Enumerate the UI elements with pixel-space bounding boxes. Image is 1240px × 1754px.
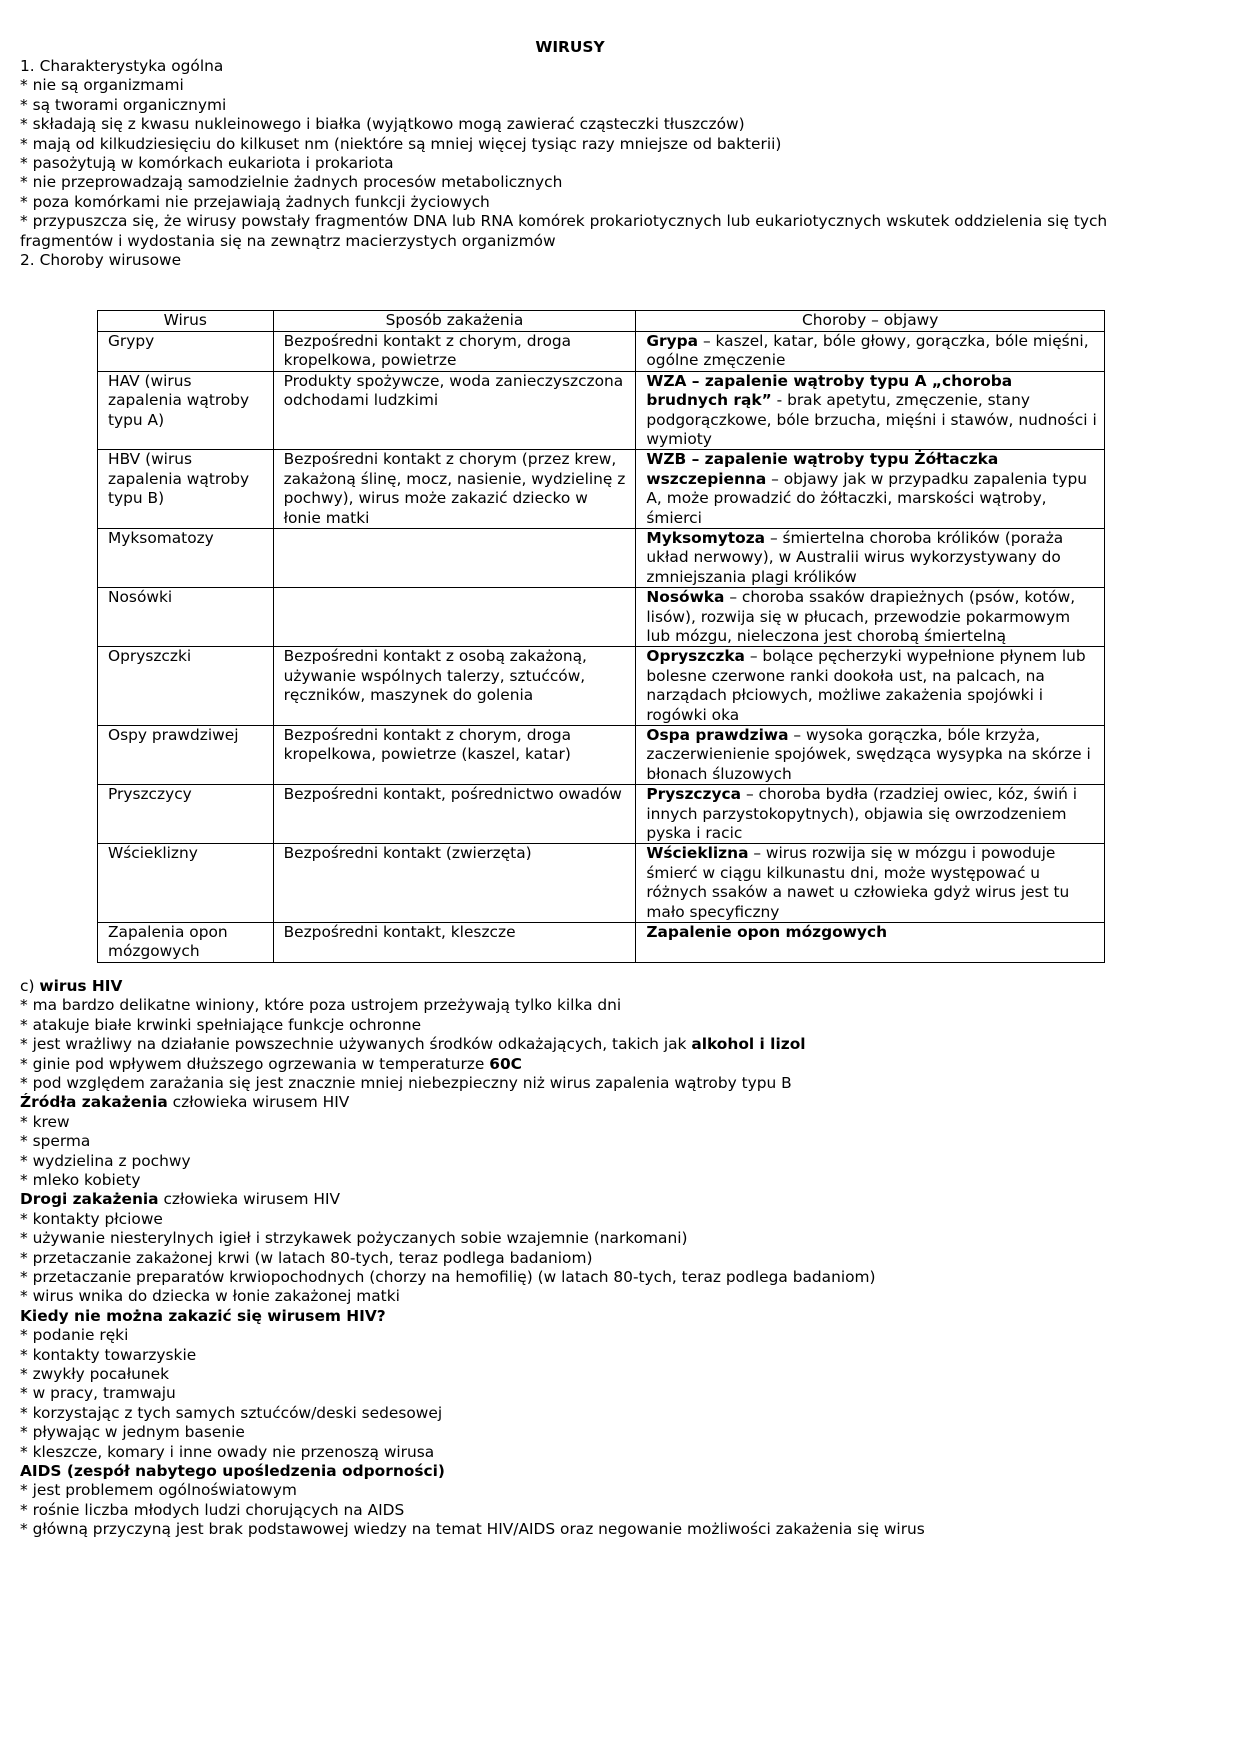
cell-disease xyxy=(636,647,1105,726)
cell-virus: Zapalenia opon mózgowych xyxy=(98,923,274,963)
list-item: * mają od kilkudziesięciu do kilkuset nm (niektóre są mniej więcej tysiąc razy mniejsze od bakterii) xyxy=(20,134,782,153)
disease-name: Wścieklizna xyxy=(646,844,749,863)
section-hiv xyxy=(20,977,1220,1540)
list-item: * jest wrażliwy na działanie powszechnie używanych środków odkażających, takich jak alkohol i lizol xyxy=(20,1035,806,1054)
list-item: * nie przeprowadzają samodzielnie żadnych procesów metabolicznych xyxy=(20,173,563,192)
list-item: * pasożytują w komórkach eukariota i prokariota xyxy=(20,154,394,173)
routes-heading: Drogi zakażenia człowieka wirusem HIV xyxy=(20,1190,341,1209)
list-item: * przypuszcza się, że wirusy powstały fragmentów DNA lub RNA komórek prokariotycznych lub eukariotycznych wskutek oddzielenia się tych fragmentów i wydostania się na zewnątrz macierzystych organizmów xyxy=(20,212,1108,250)
disease-symptoms: – objawy jak w przypadku zapalenia typu A, może prowadzić do żółtaczki, marskości wątroby, śmierci xyxy=(646,469,1088,527)
cell-transmission: Bezpośredni kontakt, kleszcze xyxy=(273,923,636,963)
cell-virus: HBV (wirus zapalenia wątroby typu B) xyxy=(98,450,274,529)
list-item: * krew xyxy=(20,1112,70,1131)
cell-disease xyxy=(636,371,1105,450)
cell-transmission xyxy=(273,588,636,647)
disease-name: Zapalenie opon mózgowych xyxy=(646,923,888,942)
cell-virus: Pryszczycy xyxy=(98,785,274,844)
disease-name: WZA – zapalenie wątroby typu A „choroba brudnych rąk” xyxy=(646,371,1013,410)
cell-virus: HAV (wirus zapalenia wątroby typu A) xyxy=(98,371,274,450)
disease-name: Myksomytoza xyxy=(646,528,766,547)
cell-transmission: Bezpośredni kontakt z chorym, droga kropelkowa, powietrze (kaszel, katar) xyxy=(273,726,636,785)
list-item: * kleszcze, komary i inne owady nie przenoszą wirusa xyxy=(20,1442,435,1461)
cell-virus: Grypy xyxy=(98,331,274,371)
cell-disease xyxy=(636,450,1105,529)
cell-disease xyxy=(636,528,1105,587)
list-item: * składają się z kwasu nukleinowego i białka (wyjątkowo mogą zawierać cząsteczki tłuszczów) xyxy=(20,115,745,134)
list-item: * wirus wnika do dziecka w łonie zakażonej matki xyxy=(20,1287,400,1306)
cell-disease xyxy=(636,844,1105,923)
disease-name: Opryszczka xyxy=(646,647,745,666)
table-row xyxy=(98,588,1105,647)
disease-name: Nosówka xyxy=(646,588,725,607)
list-item: * używanie niesterylnych igieł i strzykawek pożyczanych sobie wzajemnie (narkomani) xyxy=(20,1229,688,1248)
list-item: * nie są organizmami xyxy=(20,76,184,95)
disease-symptoms: – śmiertelna choroba królików (poraża układ nerwowy), w Australii wirus wykorzystywany do zmniejszania plagi królików xyxy=(646,528,1064,586)
list-item: * atakuje białe krwinki spełniające funkcje ochronne xyxy=(20,1015,422,1034)
list-item: * jest problemem ogólnoświatowym xyxy=(20,1481,297,1500)
table-row xyxy=(98,647,1105,726)
list-item: * poza komórkami nie przejawiają żadnych funkcji życiowych xyxy=(20,192,490,211)
cell-virus: Nosówki xyxy=(98,588,274,647)
list-item: * zwykły pocałunek xyxy=(20,1365,169,1383)
viral-diseases-table xyxy=(97,310,1105,962)
disease-symptoms: – kaszel, katar, bóle głowy, gorączka, bóle mięśni, ogólne zmęczenie xyxy=(646,331,1089,370)
disease-symptoms: – wirus rozwija się w mózgu i powoduje śmierć w ciągu kilkunastu dni, może występować u różnych ssaków a nawet u człowieka gdyż wirus jest tu mało specyficzny xyxy=(646,844,1070,921)
disease-symptoms: – choroba bydła (rzadziej owiec, kóz, świń i innych parzystokopytnych), objawia się owrzodzeniem pyska i racic xyxy=(646,785,1078,843)
table-row xyxy=(98,331,1105,371)
disease-name: Grypa xyxy=(646,331,699,350)
disease-symptoms: – bolące pęcherzyki wypełnione płynem lub bolesne czerwone ranki dookoła ust, na palcach, na narządach płciowych, możliwe zakażenia spojówki i rogówki oka xyxy=(646,647,1086,724)
table-header-row xyxy=(98,311,1105,331)
list-item: * podanie ręki xyxy=(20,1326,129,1345)
list-item: * przetaczanie zakażonej krwi (w latach 80-tych, teraz podlega badaniom) xyxy=(20,1248,593,1267)
list-item: * główną przyczyną jest brak podstawowej wiedzy na temat HIV/AIDS oraz negowanie możliwości zakażenia się wirus xyxy=(20,1520,925,1539)
document-title: WIRUSY xyxy=(535,38,605,56)
table-row xyxy=(98,785,1105,844)
cell-disease xyxy=(636,923,1105,963)
table-row xyxy=(98,528,1105,587)
section-general-characteristics xyxy=(20,57,1220,270)
cell-transmission: Bezpośredni kontakt z chorym (przez krew, zakażoną ślinę, mocz, nasienie, wydzielinę z pochwy), wirus może zakazić dziecko w łonie matki xyxy=(273,450,636,529)
list-item: * kontakty towarzyskie xyxy=(20,1345,197,1364)
hiv-heading: c) wirus HIV xyxy=(20,976,123,995)
disease-symptoms: – wysoka gorączka, bóle krzyża, zaczerwienienie spojówek, swędząca wysypka na skórze i błonach śluzowych xyxy=(646,726,1091,783)
disease-name: Pryszczyca xyxy=(646,785,742,804)
safe-heading: Kiedy nie można zakazić się wirusem HIV? xyxy=(20,1306,386,1325)
section-heading: 1. Charakterystyka ogólna xyxy=(20,57,224,75)
list-item: * są tworami organicznymi xyxy=(20,95,227,114)
cell-disease xyxy=(636,331,1105,371)
list-item: * pod względem zarażania się jest znacznie mniej niebezpieczny niż wirus zapalenia wątroby typu B xyxy=(20,1073,792,1092)
cell-transmission: Bezpośredni kontakt z osobą zakażoną, używanie wspólnych talerzy, sztućców, ręczników, maszynek do golenia xyxy=(273,647,636,726)
header-virus: Wirus xyxy=(98,311,274,331)
list-item: * wydzielina z pochwy xyxy=(20,1151,191,1170)
list-item: * korzystając z tych samych sztućców/deski sedesowej xyxy=(20,1403,443,1422)
disease-symptoms: - brak apetytu, zmęczenie, stany podgorączkowe, bóle brzucha, mięśni i stawów, nudności i wymioty xyxy=(646,391,1097,448)
list-item: * przetaczanie preparatów krwiopochodnych (chorzy na hemofilię) (w latach 80-tych, teraz podlega badaniom) xyxy=(20,1267,876,1286)
cell-transmission xyxy=(273,528,636,587)
cell-virus: Opryszczki xyxy=(98,647,274,726)
list-item: * mleko kobiety xyxy=(20,1170,141,1189)
table-row xyxy=(98,726,1105,785)
table-row xyxy=(98,371,1105,450)
list-item: * pływając w jednym basenie xyxy=(20,1423,245,1442)
list-item: * rośnie liczba młodych ludzi chorujących na AIDS xyxy=(20,1500,405,1519)
table-row xyxy=(98,923,1105,963)
cell-disease xyxy=(636,588,1105,647)
list-item: * kontakty płciowe xyxy=(20,1209,163,1228)
header-transmission: Sposób zakażenia xyxy=(273,311,636,331)
document-page xyxy=(20,0,1220,1540)
header-symptoms: Choroby – objawy xyxy=(636,311,1105,331)
cell-transmission: Bezpośredni kontakt, pośrednictwo owadów xyxy=(273,785,636,844)
disease-symptoms: – choroba ssaków drapieżnych (psów, kotów, lisów), rozwija się w płucach, przewodzie pokarmowym lub mózgu, nieleczona jest chorobą śmiertelną xyxy=(646,588,1076,645)
list-item: * ma bardzo delikatne winiony, które poza ustrojem przeżywają tylko kilka dni xyxy=(20,996,622,1015)
cell-disease xyxy=(636,726,1105,785)
cell-virus: Myksomatozy xyxy=(98,528,274,587)
cell-transmission: Produkty spożywcze, woda zanieczyszczona odchodami ludzkimi xyxy=(273,371,636,450)
disease-name: Ospa prawdziwa xyxy=(646,726,789,744)
cell-transmission: Bezpośredni kontakt (zwierzęta) xyxy=(273,844,636,923)
cell-virus: Wścieklizny xyxy=(98,844,274,923)
cell-transmission: Bezpośredni kontakt z chorym, droga kropelkowa, powietrze xyxy=(273,331,636,371)
cell-virus: Ospy prawdziwej xyxy=(98,726,274,785)
list-item: * w pracy, tramwaju xyxy=(20,1384,176,1403)
list-item: * sperma xyxy=(20,1132,91,1151)
section-heading: 2. Choroby wirusowe xyxy=(20,251,182,270)
table-row xyxy=(98,844,1105,923)
table-row xyxy=(98,450,1105,529)
list-item: * ginie pod wpływem dłuższego ogrzewania w temperaturze 60C xyxy=(20,1054,522,1073)
sources-heading: Źródła zakażenia człowieka wirusem HIV xyxy=(20,1093,350,1112)
disease-name: WZB – zapalenie wątroby typu Żółtaczka wszczepienna xyxy=(646,450,999,488)
aids-heading: AIDS (zespół nabytego upośledzenia odporności) xyxy=(20,1462,445,1481)
cell-disease xyxy=(636,785,1105,844)
